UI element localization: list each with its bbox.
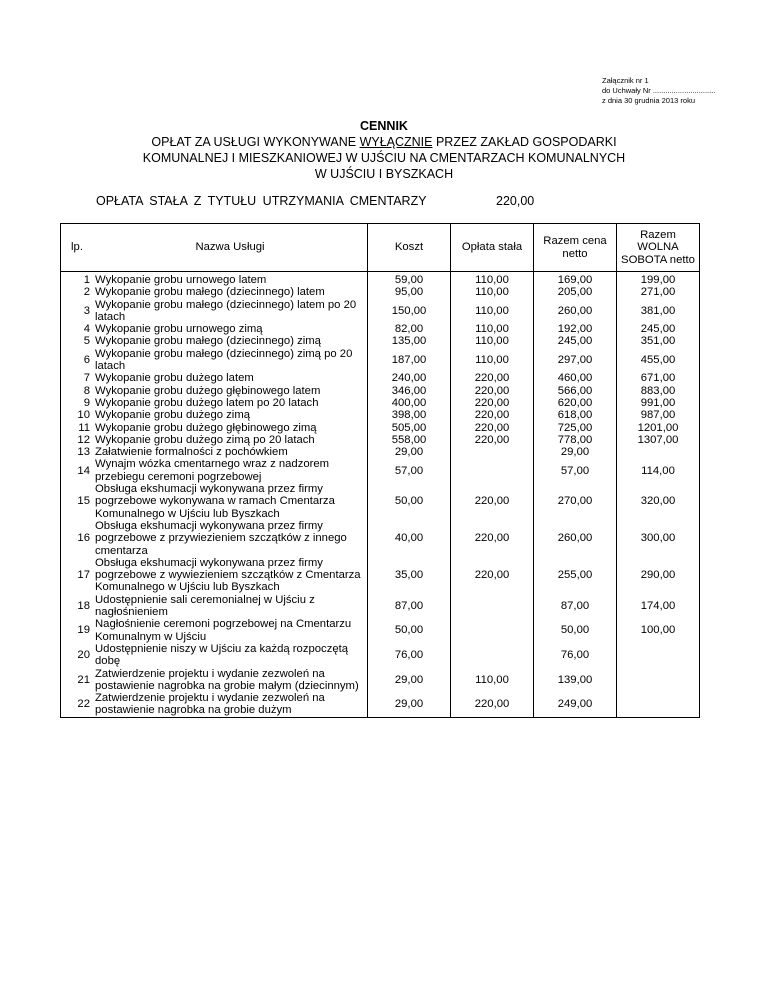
- table-row: [61, 272, 700, 287]
- attachment-line-2: do Uchwały Nr ..............................: [602, 86, 716, 95]
- cell-name: Wykopanie grobu dużego zimą po 20 latach: [95, 433, 315, 446]
- cell-cost: 76,00: [368, 643, 451, 668]
- cell-cost: 82,00: [368, 323, 451, 335]
- cell-fixed: [451, 594, 534, 619]
- cell-saturday: [617, 692, 700, 717]
- cell-saturday: 1307,00: [617, 434, 700, 446]
- cell-cost: 59,00: [368, 272, 451, 287]
- cell-lp: 22: [77, 698, 90, 711]
- cell-cost: 29,00: [368, 692, 451, 717]
- cell-total: 260,00: [534, 299, 617, 324]
- cell-total: 245,00: [534, 335, 617, 347]
- cell-lp: 12: [77, 433, 90, 446]
- cell-saturday: 290,00: [617, 557, 700, 594]
- cell-saturday: 100,00: [617, 618, 700, 643]
- cell-total: 169,00: [534, 272, 617, 287]
- table-row: [61, 409, 700, 421]
- cell-total: 192,00: [534, 323, 617, 335]
- cell-name: Udostępnienie niszy w Ujściu za każdą rozpoczętą dobę: [95, 642, 349, 668]
- cell-name: Wykopanie grobu dużego zimą: [95, 409, 251, 422]
- table-row: [61, 520, 700, 557]
- cell-cost: 95,00: [368, 286, 451, 298]
- cell-cost: 240,00: [368, 372, 451, 384]
- title-underlined-word: WYŁĄCZNIE: [359, 135, 433, 149]
- cell-lp: 10: [77, 409, 90, 422]
- cell-lp: 1: [83, 274, 90, 286]
- cell-name: Wykopanie grobu urnowego zimą: [95, 323, 263, 336]
- cell-lp: 4: [83, 323, 90, 336]
- cell-lp: 17: [77, 569, 90, 582]
- cell-fixed: 110,00: [451, 272, 534, 287]
- table-row: [61, 692, 700, 717]
- cell-cost: 400,00: [368, 397, 451, 409]
- cell-name: Wykopanie grobu urnowego latem: [95, 274, 267, 286]
- cell-lp: 8: [83, 384, 90, 397]
- fixed-fee-value: 220,00: [496, 194, 535, 208]
- cell-name: Wykopanie grobu dużego głębinowego zimą: [95, 421, 317, 434]
- cell-lp: 6: [83, 353, 90, 366]
- cell-name: Udostępnienie sali ceremonialnej w Ujściu z nagłośnieniem: [95, 593, 315, 619]
- cell-saturday: 245,00: [617, 323, 700, 335]
- cell-total: 50,00: [534, 618, 617, 643]
- cell-lp: 15: [77, 495, 90, 508]
- cell-total: 297,00: [534, 348, 617, 373]
- attachment-line-1: Załącznik nr 1: [602, 76, 649, 85]
- cell-total: 139,00: [534, 668, 617, 693]
- cell-total: 725,00: [534, 422, 617, 434]
- table-row: [61, 397, 700, 409]
- cell-saturday: 271,00: [617, 286, 700, 298]
- cell-fixed: 220,00: [451, 409, 534, 421]
- title-line-2: KOMUNALNEJ I MIESZKANIOWEJ W UJŚCIU NA CMENTARZACH KOMUNALNYCH: [142, 151, 626, 165]
- header-fixed: Opłata stała: [451, 224, 534, 272]
- cell-fixed: 220,00: [451, 422, 534, 434]
- cell-fixed: 220,00: [451, 557, 534, 594]
- table-row: [61, 557, 700, 594]
- cell-cost: 558,00: [368, 434, 451, 446]
- cell-cost: 187,00: [368, 348, 451, 373]
- cell-saturday: [617, 643, 700, 668]
- cell-fixed: 220,00: [451, 372, 534, 384]
- cell-name: Obsługa ekshumacji wykonywana przez firmy pogrzebowe z przywiezieniem szczątków z innego cmentarza: [95, 519, 347, 557]
- cell-saturday: [617, 668, 700, 693]
- cell-lp: 16: [77, 532, 90, 545]
- cell-fixed: 110,00: [451, 668, 534, 693]
- table-row: [61, 335, 700, 347]
- cell-total: 460,00: [534, 372, 617, 384]
- cell-lp: 7: [83, 372, 90, 385]
- cell-name: Wykopanie grobu dużego latem: [95, 372, 254, 385]
- cell-fixed: 110,00: [451, 286, 534, 298]
- table-row: [61, 286, 700, 298]
- cell-fixed: 110,00: [451, 348, 534, 373]
- cell-cost: 57,00: [368, 458, 451, 483]
- cell-fixed: [451, 458, 534, 483]
- table-row: [61, 446, 700, 458]
- cell-fixed: 220,00: [451, 483, 534, 520]
- cell-saturday: 455,00: [617, 348, 700, 373]
- cell-fixed: 110,00: [451, 323, 534, 335]
- cell-name: Zatwierdzenie projektu i wydanie zezwoleń na postawienie nagrobka na grobie małym (dziecinnym): [95, 667, 359, 692]
- cell-fixed: 110,00: [451, 335, 534, 347]
- cell-saturday: 300,00: [617, 520, 700, 557]
- attachment-line-3: z dnia 30 grudnia 2013 roku: [602, 96, 695, 105]
- cell-lp: 14: [77, 464, 90, 477]
- title-line-1-start: OPŁAT ZA USŁUGI WYKONYWANE: [151, 135, 360, 149]
- cell-cost: 135,00: [368, 335, 451, 347]
- table-row: [61, 618, 700, 643]
- header-total: Razem cena netto: [534, 224, 617, 272]
- cell-lp: 2: [83, 286, 90, 299]
- cell-name: Nagłośnienie ceremoni pogrzebowej na Cmentarzu Komunalnym w Ujściu: [95, 618, 352, 643]
- cell-total: 205,00: [534, 286, 617, 298]
- cell-saturday: 199,00: [617, 272, 700, 287]
- cell-cost: 50,00: [368, 483, 451, 520]
- table-row: [61, 643, 700, 668]
- cell-saturday: [617, 446, 700, 458]
- header-name: Nazwa Usługi: [93, 224, 368, 272]
- title-heading: CENNIK: [360, 119, 408, 133]
- cell-lp: 3: [83, 304, 90, 317]
- table-row: [61, 458, 700, 483]
- cell-saturday: 883,00: [617, 385, 700, 397]
- cell-cost: 346,00: [368, 385, 451, 397]
- cell-total: 249,00: [534, 692, 617, 717]
- price-table: [60, 223, 700, 718]
- cell-lp: 20: [77, 649, 90, 662]
- cell-total: 260,00: [534, 520, 617, 557]
- cell-saturday: 320,00: [617, 483, 700, 520]
- cell-total: 87,00: [534, 594, 617, 619]
- cell-total: 76,00: [534, 643, 617, 668]
- cell-cost: 35,00: [368, 557, 451, 594]
- cell-fixed: 110,00: [451, 299, 534, 324]
- cell-cost: 87,00: [368, 594, 451, 619]
- document-title: [0, 118, 768, 182]
- cell-total: 778,00: [534, 434, 617, 446]
- cell-total: 566,00: [534, 385, 617, 397]
- cell-cost: 50,00: [368, 618, 451, 643]
- table-row: [61, 385, 700, 397]
- table-row: [61, 348, 700, 373]
- cell-total: 255,00: [534, 557, 617, 594]
- cell-fixed: 220,00: [451, 397, 534, 409]
- cell-fixed: 220,00: [451, 385, 534, 397]
- cell-fixed: 220,00: [451, 692, 534, 717]
- table-row: [61, 299, 700, 324]
- cell-name: Zatwierdzenie projektu i wydanie zezwoleń na postawienie nagrobka na grobie dużym: [95, 692, 325, 717]
- cell-name: Obsługa ekshumacji wykonywana przez firmy pogrzebowe z wywiezieniem szczątków z Cmentarza Komunalnego w Ujściu lub Byszkach: [95, 556, 361, 594]
- cell-lp: 11: [78, 421, 90, 434]
- cell-total: 618,00: [534, 409, 617, 421]
- cell-saturday: 114,00: [617, 458, 700, 483]
- cell-fixed: [451, 643, 534, 668]
- cell-cost: 398,00: [368, 409, 451, 421]
- cell-name: Załatwienie formalności z pochówkiem: [95, 446, 288, 459]
- table-row: [61, 372, 700, 384]
- cell-saturday: 987,00: [617, 409, 700, 421]
- cell-lp: 21: [77, 673, 90, 686]
- header-lp: lp.: [61, 224, 94, 272]
- table-row: [61, 594, 700, 619]
- cell-total: 57,00: [534, 458, 617, 483]
- cell-saturday: 1201,00: [617, 422, 700, 434]
- title-line-1-end: PRZEZ ZAKŁAD GOSPODARKI: [432, 135, 617, 149]
- cell-name: Wykopanie grobu dużego latem po 20 latach: [95, 396, 319, 409]
- table-row: [61, 483, 700, 520]
- table-header-row: [61, 224, 700, 272]
- table-body: [61, 272, 700, 718]
- table-row: [61, 422, 700, 434]
- cell-total: 29,00: [534, 446, 617, 458]
- cell-saturday: 671,00: [617, 372, 700, 384]
- fixed-fee-label: OPŁATA STAŁA Z TYTUŁU UTRZYMANIA CMENTARZY: [96, 194, 427, 208]
- title-line-1: [0, 134, 768, 150]
- cell-saturday: 381,00: [617, 299, 700, 324]
- cell-name: Wykopanie grobu małego (dziecinnego) latem po 20 latach: [95, 298, 357, 323]
- cell-cost: 150,00: [368, 299, 451, 324]
- cell-name: Wykopanie grobu małego (dziecinnego) latem: [95, 286, 325, 299]
- table-row: [61, 434, 700, 446]
- cell-cost: 505,00: [368, 422, 451, 434]
- title-line-3: W UJŚCIU I BYSZKACH: [314, 167, 454, 181]
- cell-lp: 18: [77, 599, 90, 612]
- header-cost: Koszt: [368, 224, 451, 272]
- cell-name: Wynajm wózka cmentarnego wraz z nadzorem przebiegu ceremoni pogrzebowej: [95, 458, 330, 483]
- cell-name: Obsługa ekshumacji wykonywana przez firmy pogrzebowe wykonywana w ramach Cmentarza Komunalnego w Ujściu lub Byszkach: [95, 483, 335, 520]
- attachment-note: [602, 76, 715, 106]
- cell-saturday: 351,00: [617, 335, 700, 347]
- cell-total: 270,00: [534, 483, 617, 520]
- cell-name: Wykopanie grobu małego (dziecinnego) zimą po 20 latach: [95, 347, 353, 373]
- cell-fixed: [451, 618, 534, 643]
- header-saturday: Razem WOLNA SOBOTA netto: [617, 224, 700, 272]
- cell-total: 620,00: [534, 397, 617, 409]
- cell-cost: 40,00: [368, 520, 451, 557]
- table-row: [61, 323, 700, 335]
- cell-fixed: 220,00: [451, 520, 534, 557]
- cell-lp: 5: [83, 335, 90, 348]
- cell-cost: 29,00: [368, 446, 451, 458]
- cell-saturday: 991,00: [617, 397, 700, 409]
- cell-cost: 29,00: [368, 668, 451, 693]
- table-row: [61, 668, 700, 693]
- cell-lp: 19: [77, 624, 90, 637]
- cell-fixed: 220,00: [451, 434, 534, 446]
- cell-name: Wykopanie grobu dużego głębinowego latem: [95, 384, 321, 397]
- cell-name: Wykopanie grobu małego (dziecinnego) zimą: [95, 335, 321, 348]
- cell-fixed: [451, 446, 534, 458]
- cell-saturday: 174,00: [617, 594, 700, 619]
- cell-lp: 9: [83, 396, 90, 409]
- cell-lp: 13: [77, 446, 90, 459]
